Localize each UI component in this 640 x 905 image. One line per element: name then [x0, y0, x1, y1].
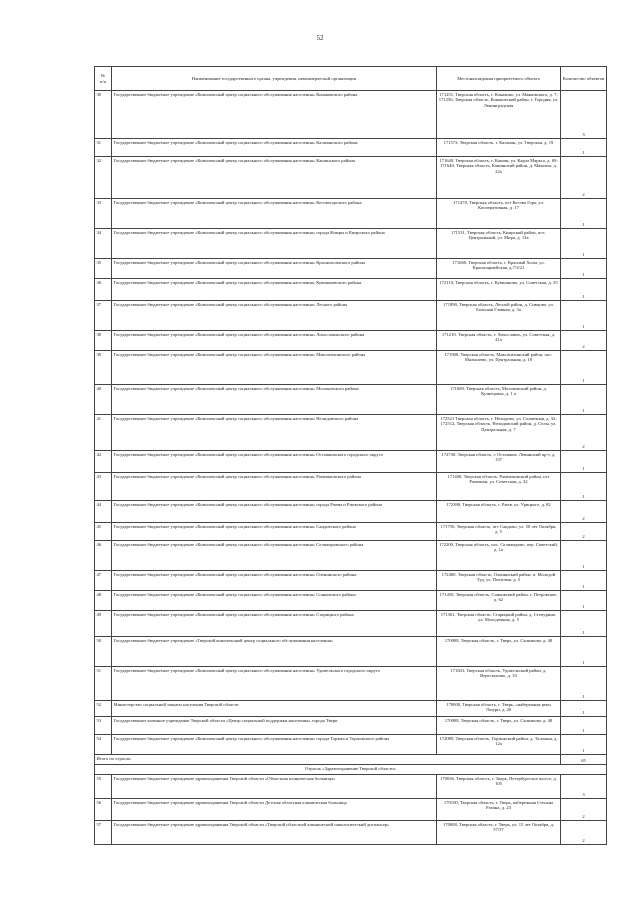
row-name: Государственное бюджетное учреждение «Комплексный центр социального обслуживания населения» Молоковского района [112, 385, 437, 415]
row-name: Государственное бюджетное учреждение «Комплексный центр социального обслуживания населения» Сандовского района [112, 523, 437, 541]
table-row [95, 91, 607, 139]
table-row [95, 331, 607, 351]
table-row [95, 821, 607, 845]
row-number: 37 [95, 301, 112, 331]
row-name: Государственное бюджетное учреждение «Комплексный центр социального обслуживания населения» Конаковского района [112, 91, 437, 139]
row-location: 171573, Тверская область, г. Калязин, ул. Тверская, д. 19 [437, 139, 561, 157]
row-count: 2 [561, 415, 607, 451]
row-name: Государственное бюджетное учреждение «Комплексный центр социального обслуживания населения» города Кимры и Кимрского района [112, 229, 437, 259]
row-location: 172110, Тверская область, г. Кувшиново, ул. Советская, д. 35 [437, 279, 561, 301]
row-name: Государственное бюджетное учреждение «Комплексный центр социального обслуживания населения» Кувшиновского района [112, 279, 437, 301]
row-name: Государственное бюджетное учреждение «Комплексный центр социального обслуживания населения» Удомельского городского округа [112, 667, 437, 701]
row-count: 2 [561, 799, 607, 821]
row-location: 170036, Тверская область, г. Тверь, Петербургское шоссе, д. 105 [437, 775, 561, 799]
row-count: 1 [561, 259, 607, 279]
table-header-row [95, 67, 607, 91]
row-location: 171900, Тверская область, Максатихинский район, пос. Малышево, ул. Центральная, д. 10 [437, 351, 561, 385]
row-number: 54 [95, 735, 112, 755]
row-location: 172089, Тверская область, Торжокский район, д. Таложня, д. 12а [437, 735, 561, 755]
row-name: Государственное бюджетное учреждение «Комплексный центр социального обслуживания населения» Лесного района [112, 301, 437, 331]
page-number: 52 [316, 34, 324, 42]
row-name: Государственное бюджетное учреждение «Комплексный центр социального обслуживания населения» Оленинского района [112, 571, 437, 591]
total-row [95, 755, 607, 765]
table-row [95, 199, 607, 229]
row-number: 35 [95, 259, 112, 279]
row-location: 171450, Тверская область, Сонковский район, г. Петровское, д. 62 [437, 591, 561, 611]
row-count: 3 [561, 775, 607, 799]
row-name: Государственное бюджетное учреждение «Комплексный центр социального обслуживания населения» Максатихинского района [112, 351, 437, 385]
row-name: Министерство социальной защиты населения Тверской области [112, 701, 437, 717]
row-name: Государственное бюджетное учреждение «Комплексный центр социального обслуживания населения» Селижаровского района [112, 541, 437, 571]
table-body-health [95, 775, 607, 845]
row-location: 170008, Тверская область, г. Тверь, ул. 15 лет Октября, д. 57/37 [437, 821, 561, 845]
row-count: 1 [561, 301, 607, 331]
row-name: Государственное бюджетное учреждение «Комплексный центр социального обслуживания населения» Калязинского района [112, 139, 437, 157]
row-number: 38 [95, 331, 112, 351]
row-location: 170008, Тверская область, г. Тверь, ул. Склизкова, д. 48 [437, 637, 561, 667]
row-location: 171251, Тверская область, г. Конаково, ул. Маяковского, д. 7; 171256, Тверская область, Конаковский район, г. Городня, ул. Ленинградская [437, 91, 561, 139]
row-number: 32 [95, 157, 112, 199]
row-number: 44 [95, 501, 112, 523]
row-count: 2 [561, 501, 607, 523]
table-row [95, 139, 607, 157]
row-location: 172521 Тверская область, г. Нелидово, ул. Солнечная, д. 32; 172512, Тверская область, Нелидовский район, д. Селы, ул. Центральная, д. 7 [437, 415, 561, 451]
row-count: 1 [561, 385, 607, 415]
table-row [95, 591, 607, 611]
row-count: 1 [561, 667, 607, 701]
row-name: Государственное бюджетное учреждение здравоохранения Тверской области «Областная клиническая больница» [112, 775, 437, 799]
row-count: 1 [561, 735, 607, 755]
row-name: Государственное бюджетное учреждение «Комплексный центр социального обслуживания населения» Кесовогорского района [112, 199, 437, 229]
row-count: 1 [561, 451, 607, 473]
row-number: 50 [95, 637, 112, 667]
table-row [95, 541, 607, 571]
table-row [95, 279, 607, 301]
row-location: 172200, Тверская область, пос. Селижарово, пер. Советский, д. 1а [437, 541, 561, 571]
row-location: 171750, Тверская область, пгт Сандово, ул. 50 лет Октября, д. 5 [437, 523, 561, 541]
table-row [95, 157, 607, 199]
row-location: 171210, Тверская область, г. Лихославль, ул. Советская, д. 41а [437, 331, 561, 351]
table-row [95, 259, 607, 279]
row-number: 43 [95, 473, 112, 501]
row-number: 56 [95, 799, 112, 821]
row-number: 39 [95, 351, 112, 385]
row-name: Государственное бюджетное учреждение здравоохранения Тверской области Детская областная клиническая больница [112, 799, 437, 821]
table-row [95, 385, 607, 415]
row-name: Государственное бюджетное учреждение здравоохранения Тверской области «Тверской областной клинический онкологический диспансер» [112, 821, 437, 845]
row-count: 1 [561, 351, 607, 385]
header-count: Количество объектов [561, 67, 607, 91]
row-number: 33 [95, 199, 112, 229]
table-row [95, 717, 607, 735]
row-name: Государственное бюджетное учреждение «Комплексный центр социального обслуживания населения» Лихославльского района [112, 331, 437, 351]
row-name: Государственное казенное учреждение Тверской области «Центр социальной поддержки населения» города Твери [112, 717, 437, 735]
table-row [95, 451, 607, 473]
row-location: 170008, Тверская область, г. Тверь, ул. Склизкова, д. 48 [437, 717, 561, 735]
table-row [95, 611, 607, 637]
table-row [95, 571, 607, 591]
row-number: 57 [95, 821, 112, 845]
header-location: Местонахождения приоритетного объекта [437, 67, 561, 91]
row-count: 1 [561, 229, 607, 259]
table-body-social [95, 91, 607, 755]
table-row [95, 667, 607, 701]
row-location: 171400, Тверская область, Рамешковский район, пгт Рамешки, ул. Советская, д. 22 [437, 473, 561, 501]
section-title: Отрасль «Здравоохранение Тверской области» [95, 765, 607, 775]
table-row [95, 229, 607, 259]
row-number: 45 [95, 523, 112, 541]
row-name: Государственное бюджетное учреждение «Комплексный центр социального обслуживания населения» Осташковского городского округа [112, 451, 437, 473]
row-number: 49 [95, 611, 112, 637]
table-row [95, 351, 607, 385]
row-location: 172390, Тверская область, г. Ржев, ул. Урицкого, д. 82 [437, 501, 561, 523]
row-count: 3 [561, 91, 607, 139]
row-name: Государственное бюджетное учреждение «Комплексный центр социального обслуживания населения» города Ржева и Ржевского района [112, 501, 437, 523]
row-count: 1 [561, 637, 607, 667]
section-row [95, 765, 607, 775]
row-location: 171660, Тверская область, г. Красный Холм, ул. Красноармейская, д.7/3/21 [437, 259, 561, 279]
row-location: 172400, Тверская область, Оленинский район, п. Молодой Туд, ул. Почтовая, д. 5 [437, 571, 561, 591]
row-count: 2 [561, 331, 607, 351]
row-name: Государственное бюджетное учреждение «Комплексный центр социального обслуживания населения» Краснохолмского района [112, 259, 437, 279]
row-count: 1 [561, 591, 607, 611]
row-number: 52 [95, 701, 112, 717]
row-count: 1 [561, 541, 607, 571]
row-count: 2 [561, 523, 607, 541]
table-row [95, 301, 607, 331]
row-number: 34 [95, 229, 112, 259]
row-number: 41 [95, 415, 112, 451]
row-name: Государственное бюджетное учреждение «Комплексный центр социального обслуживания населения» Старицкого района [112, 611, 437, 637]
header-num: № п/п [95, 67, 112, 91]
row-name: Государственное бюджетное учреждение «Тверской комплексный центр социального обслуживания населения» [112, 637, 437, 667]
row-location: 171361, Тверская область, Старицкий район, д. Степурино, ул. Молодежная, д. 5 [437, 611, 561, 637]
row-number: 40 [95, 385, 112, 415]
row-name: Государственное бюджетное учреждение «Комплексный центр социального обслуживания населения» города Торжка и Торжокского района [112, 735, 437, 755]
row-number: 47 [95, 571, 112, 591]
row-location: 171470, Тверская область, пгт Кесова Гора, ул. Кооперативная, д. 17 [437, 199, 561, 229]
table-row [95, 637, 607, 667]
row-location: 171841, Тверская область, Удомельский район, д. Верескуново, д. 33 [437, 667, 561, 701]
row-count: 1 [561, 199, 607, 229]
row-location: 170100, Тверская область, г. Тверь, набережная Степана Разина, д. 23 [437, 799, 561, 821]
row-name: Государственное бюджетное учреждение «Комплексный центр социального обслуживания населения» Рамешковского района [112, 473, 437, 501]
row-name: Государственное бюджетное учреждение «Комплексный центр социального обслуживания населения» Нелидовского района [112, 415, 437, 451]
table-row [95, 735, 607, 755]
row-count: 1 [561, 279, 607, 301]
row-location: 172730, Тверская область, г. Осташков, Ленинский пр-т, д. 137 [437, 451, 561, 473]
row-number: 53 [95, 717, 112, 735]
row-count: 2 [561, 157, 607, 199]
row-count: 2 [561, 821, 607, 845]
row-location: 171640, Тверская область, г. Кашин, ул. Карла Маркса, д. 69; 171640, Тверская область, Кашинский район, д. Макеиха, д. 22а [437, 157, 561, 199]
total-label: Итого по отрасли [95, 755, 561, 765]
row-count: 1 [561, 571, 607, 591]
row-name: Государственное бюджетное учреждение «Комплексный центр социального обслуживания населения» Сонковского района [112, 591, 437, 611]
row-count: 1 [561, 701, 607, 717]
table-row [95, 415, 607, 451]
table-row [95, 701, 607, 717]
row-location: 170000, Тверская область, г. Тверь, «набережная реки Лазури, д. 20 [437, 701, 561, 717]
row-number: 46 [95, 541, 112, 571]
row-location: 171531, Тверская область, Кимрский район, пос. Центральный, ул. Мира, д. 13а [437, 229, 561, 259]
row-number: 30 [95, 91, 112, 139]
table-row [95, 799, 607, 821]
row-number: 31 [95, 139, 112, 157]
table-row [95, 501, 607, 523]
row-name: Государственное бюджетное учреждение «Комплексный центр социального обслуживания населения» Кашинского района [112, 157, 437, 199]
row-number: 36 [95, 279, 112, 301]
total-value: 65 [561, 755, 607, 765]
row-count: 1 [561, 611, 607, 637]
table-row [95, 473, 607, 501]
table-row [95, 775, 607, 799]
row-number: 48 [95, 591, 112, 611]
row-number: 42 [95, 451, 112, 473]
row-count: 1 [561, 717, 607, 735]
header-name: Наименование государственного органа, учреждения, некоммерческой организации [112, 67, 437, 91]
row-number: 51 [95, 667, 112, 701]
row-location: 171680, Тверская область, Молоковский район, д. Кузнецовка, д. 1 а [437, 385, 561, 415]
row-count: 1 [561, 139, 607, 157]
row-location: 171890, Тверская область, Лесной район, д. Сивцово, ул. Большая Главная, д. 3а [437, 301, 561, 331]
table-row [95, 523, 607, 541]
row-count: 1 [561, 473, 607, 501]
objects-table [94, 66, 607, 845]
row-number: 55 [95, 775, 112, 799]
